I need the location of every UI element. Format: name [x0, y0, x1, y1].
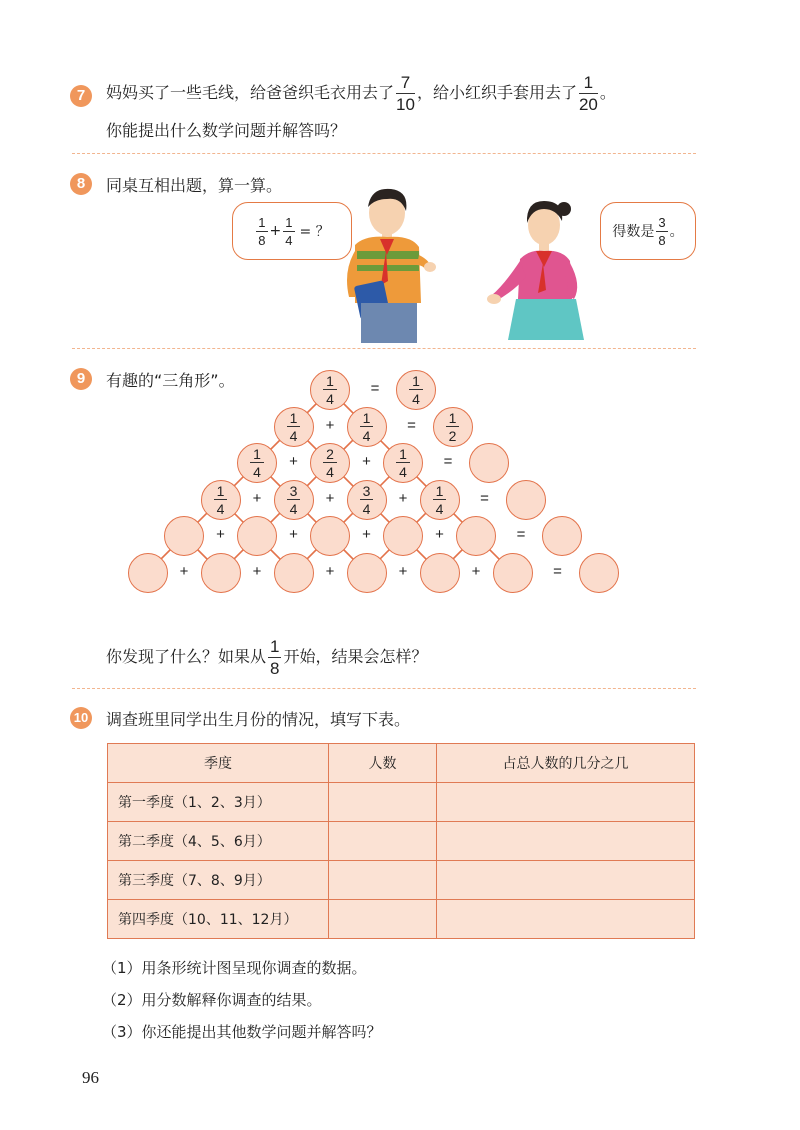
triangle-cell [310, 443, 350, 483]
fraction [323, 374, 337, 406]
problem-9-question-b: 开始，结果会怎样？ [283, 647, 428, 666]
count-cell[interactable] [329, 900, 437, 939]
equals-sign: = [553, 562, 562, 580]
sub-question-3: （3）你还能提出其他数学问题并解答吗？ [102, 1023, 382, 1041]
plus-sign: + [362, 453, 371, 470]
triangle-cell[interactable] [310, 516, 350, 556]
season-label: 第四季度（10、11、12月） [108, 900, 329, 939]
page-number: 96 [82, 1068, 99, 1087]
row-sum-cell [433, 407, 473, 447]
fraction-numerator: 1 [258, 214, 266, 230]
plus-sign: + [471, 562, 481, 580]
plus-sign: + [289, 453, 298, 470]
triangle-cell [274, 407, 314, 447]
table-header-row [108, 744, 695, 783]
count-cell[interactable] [329, 861, 437, 900]
fraction-denominator: 2 [448, 427, 457, 444]
fraction-numerator: 3 [658, 214, 666, 230]
equals-sign: = [407, 416, 416, 434]
plus-sign: + [325, 416, 335, 434]
plus-sign: + [252, 562, 262, 580]
fraction-numerator: 1 [446, 411, 460, 427]
fraction-denominator: 8 [258, 232, 266, 248]
fraction [287, 411, 301, 443]
problem-9-badge: 9 [70, 368, 92, 390]
triangle-cell[interactable] [383, 516, 423, 556]
header-season: 季度 [108, 744, 329, 783]
header-fraction: 占总人数的几分之几 [437, 744, 695, 783]
table-row [108, 900, 695, 939]
triangle-cell [310, 370, 350, 410]
triangle-cell [420, 480, 460, 520]
plus-sign: + [179, 562, 189, 580]
problem-7-text-b: ，给小红织手套用去了 [416, 83, 577, 102]
triangle-cell [237, 443, 277, 483]
problem-7-text-c: 。 [599, 83, 616, 102]
fraction-denominator: 4 [435, 500, 444, 517]
fraction-denominator: 4 [289, 427, 298, 444]
plus-sign: + [398, 489, 408, 507]
fraction-numerator: 1 [287, 411, 301, 427]
fraction-denominator: 4 [253, 464, 261, 480]
fraction-numerator: 1 [409, 374, 423, 390]
equals-sign: = [480, 489, 489, 507]
fraction [433, 484, 447, 516]
plus-sign: + [252, 489, 262, 507]
header-count: 人数 [329, 744, 437, 783]
fraction [446, 411, 460, 443]
fraction [360, 411, 374, 443]
problem-7-text-a: 妈妈买了一些毛线，给爸爸织毛衣用去了 [106, 83, 395, 102]
table-row [108, 822, 695, 861]
plus-sign: + [216, 526, 225, 543]
triangle-cell [347, 480, 387, 520]
season-label: 第一季度（1、2、3月） [108, 783, 329, 822]
count-cell[interactable] [329, 783, 437, 822]
season-label: 第三季度（7、8、9月） [108, 861, 329, 900]
triangle-cell[interactable] [420, 553, 460, 593]
table-row [108, 861, 695, 900]
problem-7-badge: 7 [70, 85, 92, 107]
plus-sign: + [325, 489, 335, 507]
fraction-numerator: 3 [360, 484, 374, 500]
bubble-left-tail-text: = ？ [299, 224, 330, 240]
sub-question-1: （1）用条形统计图呈现你调查的数据。 [102, 959, 367, 977]
fraction-denominator: 8 [658, 232, 666, 248]
sub-question-2: （2）用分数解释你调查的结果。 [102, 991, 322, 1009]
equals-sign: = [516, 526, 526, 543]
problem-10-text: 调查班里同学出生月份的情况，填写下表。 [106, 710, 411, 729]
birth-month-table [107, 743, 695, 939]
triangle-cell [383, 443, 423, 483]
fraction-numerator: 1 [360, 411, 374, 427]
problem-9-question [106, 638, 428, 677]
fraction-denominator: 4 [362, 427, 371, 444]
fraction-numerator: 1 [214, 484, 228, 500]
fraction [323, 447, 337, 479]
fraction-numerator: 1 [579, 74, 598, 94]
problem-8-text: 同桌互相出题，算一算。 [106, 176, 283, 195]
fraction-denominator: 4 [216, 500, 225, 517]
fraction-1-8 [268, 638, 281, 677]
row-sum-cell[interactable] [469, 443, 509, 483]
section-divider [72, 688, 696, 689]
fraction-denominator: 4 [326, 391, 334, 407]
season-label: 第二季度（4、5、6月） [108, 822, 329, 861]
fraction [214, 484, 228, 516]
row-sum-cell[interactable] [506, 480, 546, 520]
problem-9-text: 有趣的“三角形”。 [106, 371, 235, 390]
bubble-right-text: 得数是 [612, 224, 655, 240]
fraction-numerator: 3 [287, 484, 301, 500]
fraction-denominator: 10 [396, 95, 415, 114]
fraction-numerator: 7 [396, 74, 415, 94]
equals-sign: = [370, 380, 380, 397]
fraction-denominator: 4 [285, 232, 293, 248]
triangle-cell[interactable] [201, 553, 241, 593]
table-row [108, 783, 695, 822]
plus-sign: + [435, 526, 444, 543]
equals-sign: = [443, 453, 453, 470]
fraction-cell[interactable] [437, 861, 695, 900]
problem-8-badge: 8 [70, 173, 92, 195]
fraction-numerator: 1 [433, 484, 447, 500]
triangle-cell [274, 480, 314, 520]
plus-sign: + [289, 526, 298, 543]
triangle-cell[interactable] [128, 553, 168, 593]
fraction-numerator: 1 [285, 214, 293, 230]
fraction-cell[interactable] [437, 783, 695, 822]
fraction-denominator: 4 [412, 391, 420, 407]
fraction-numerator: 1 [250, 447, 264, 463]
triangle-cell[interactable] [347, 553, 387, 593]
row-sum-cell[interactable] [542, 516, 582, 556]
fraction [396, 447, 410, 479]
fraction-cell[interactable] [437, 900, 695, 939]
count-cell[interactable] [329, 822, 437, 861]
fraction-denominator: 4 [326, 464, 334, 480]
plus-sign: + [325, 562, 335, 580]
problem-7-line2: 你能提出什么数学问题并解答吗？ [106, 121, 347, 140]
fraction [250, 447, 264, 479]
problem-10-badge: 10 [70, 707, 92, 729]
fraction-numerator: 1 [270, 637, 280, 656]
bubble-right-tail-text: 。 [669, 224, 684, 240]
fraction [287, 484, 301, 516]
fraction [409, 374, 423, 406]
fraction-numerator: 1 [396, 447, 410, 463]
fraction-denominator: 20 [578, 95, 598, 114]
triangle-cell [201, 480, 241, 520]
fraction-denominator: 8 [270, 659, 280, 678]
plus-sign: + [269, 223, 282, 239]
problem-9-question-a: 你发现了什么？如果从 [106, 647, 267, 666]
triangle-cell [347, 407, 387, 447]
triangle-cell[interactable] [456, 516, 496, 556]
fraction-cell[interactable] [437, 822, 695, 861]
fraction-numerator: 1 [323, 374, 337, 390]
triangle-cell[interactable] [237, 516, 277, 556]
plus-sign: + [362, 526, 371, 543]
triangle-cell[interactable] [164, 516, 204, 556]
triangle-cell[interactable] [493, 553, 533, 593]
fraction [360, 484, 374, 516]
fraction-numerator: 2 [323, 447, 337, 463]
fraction-denominator: 4 [399, 464, 407, 480]
fraction-denominator: 4 [362, 500, 371, 517]
plus-sign: + [398, 562, 408, 580]
triangle-cell[interactable] [274, 553, 314, 593]
fraction-denominator: 4 [289, 500, 298, 517]
row-sum-cell [396, 370, 436, 410]
row-sum-cell[interactable] [579, 553, 619, 593]
